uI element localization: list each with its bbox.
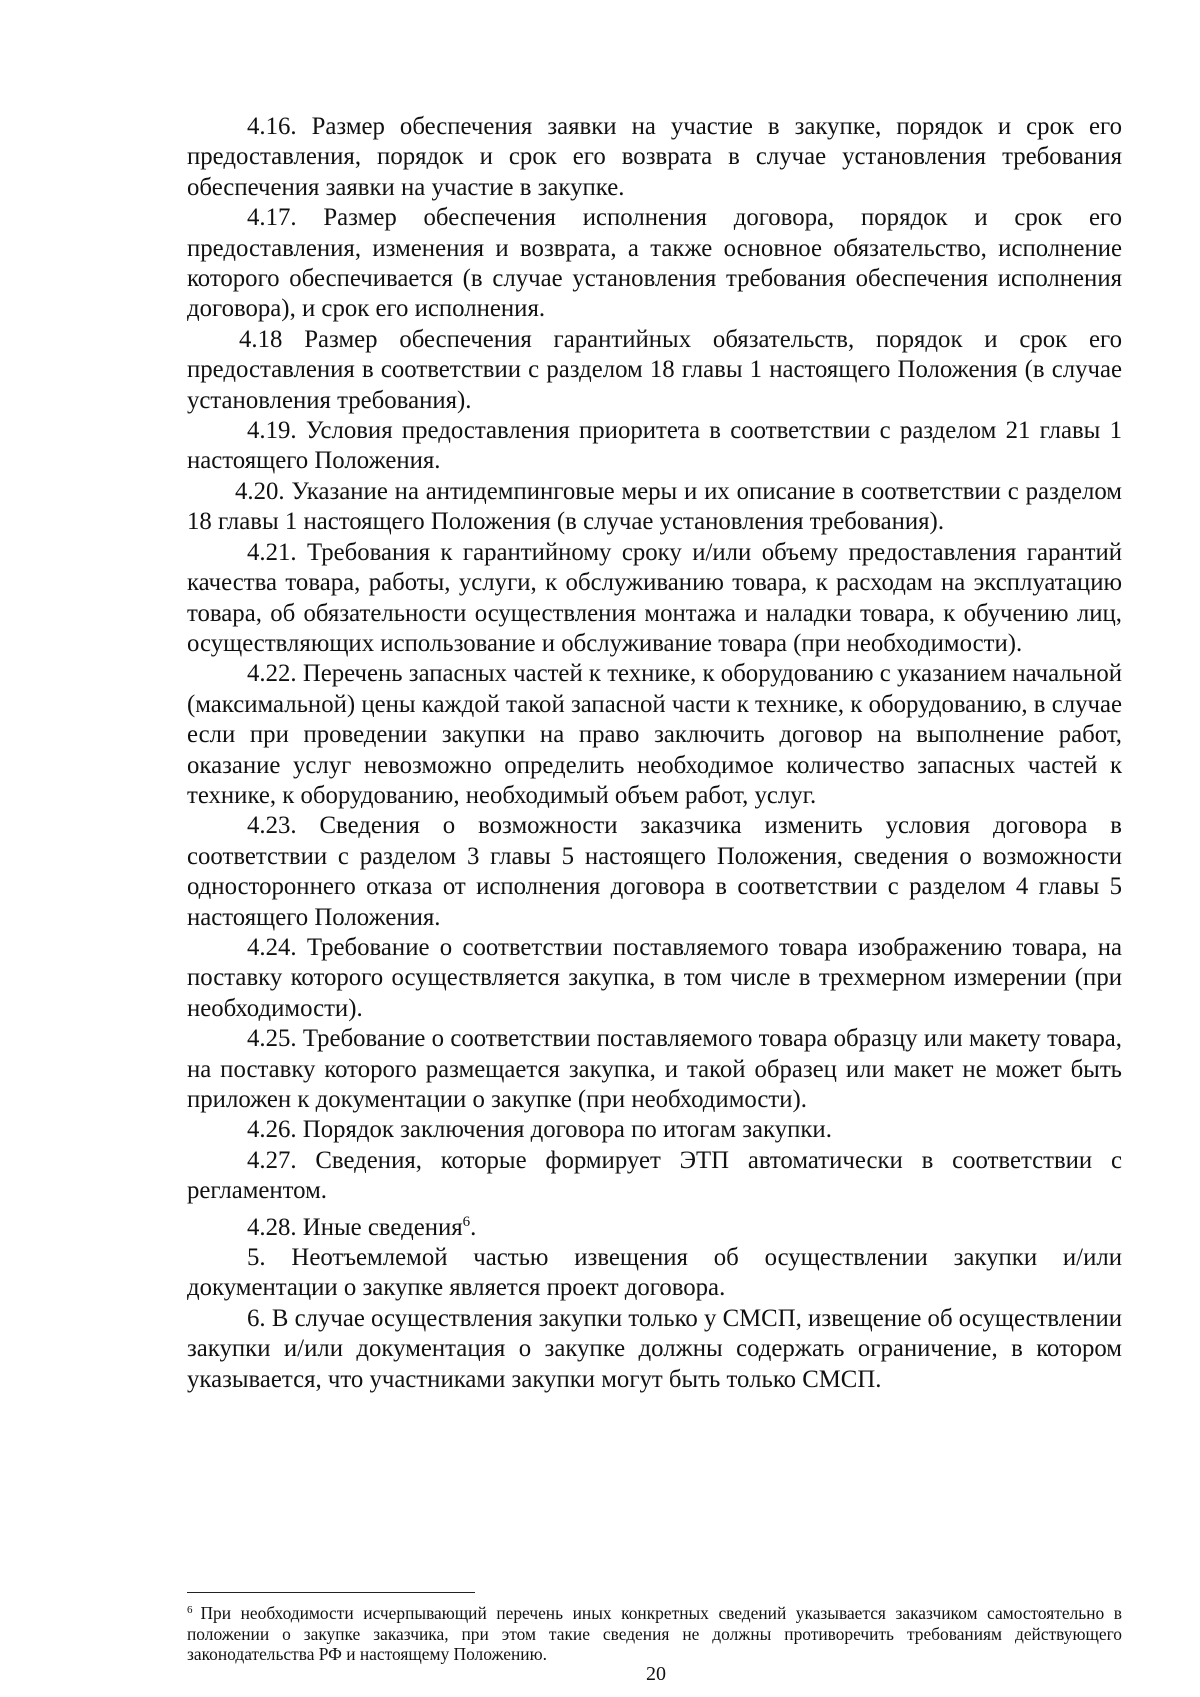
footnote-separator bbox=[187, 1592, 475, 1593]
paragraph-4-24: 4.24. Требование о соответствии поставляемого товара изображению товара, на поставку которого осуществляется закупка, в том числе в трехмерном измерении (при необходимости). bbox=[187, 933, 1122, 1022]
paragraph-4-18: 4.18 Размер обеспечения гарантийных обязательств, порядок и срок его предоставления в соответствии с разделом 18 главы 1 настоящего Положения (в случае установления требования). bbox=[187, 325, 1122, 414]
paragraph-4-20: 4.20. Указание на антидемпинговые меры и их описание в соответствии с разделом 18 главы 1 настоящего Положения (в случае установления требования). bbox=[187, 477, 1122, 536]
page-number: 20 bbox=[646, 1663, 666, 1685]
footnote-marker: 6 bbox=[187, 1604, 193, 1616]
footnote-reference[interactable]: 6 bbox=[462, 1213, 471, 1230]
footnote-text: При необходимости исчерпывающий перечень иных конкретных сведений указывается заказчиком самостоятельно в положении о закупке заказчика, при этом такие сведения не должны противоречить требованиям действующего законодательства РФ и настоящему Положению. bbox=[187, 1603, 1122, 1664]
paragraph-4-27: 4.27. Сведения, которые формирует ЭТП автоматически в соответствии с регламентом. bbox=[187, 1146, 1122, 1205]
paragraph-4-21: 4.21. Требования к гарантийному сроку и/или объему предоставления гарантий качества товара, работы, услуги, к обслуживанию товара, к расходам на эксплуатацию товара, об обязательности осуществления монтажа и наладки товара, к обучению лиц, осуществляющих использование и обслуживание товара (при необходимости). bbox=[187, 538, 1122, 657]
paragraph-4-28 bbox=[187, 1207, 1122, 1243]
footnote bbox=[187, 1600, 1122, 1665]
paragraph-5: 5. Неотъемлемой частью извещения об осуществлении закупки и/или документации о закупке является проект договора. bbox=[187, 1244, 1122, 1302]
paragraph-4-26: 4.26. Порядок заключения договора по итогам закупки. bbox=[247, 1116, 832, 1144]
paragraph-4-28-tail: . bbox=[470, 1213, 477, 1241]
paragraph-4-23: 4.23. Сведения о возможности заказчика изменить условия договора в соответствии с разделом 3 главы 5 настоящего Положения, сведения о возможности одностороннего отказа от исполнения договора в соответствии с разделом 4 главы 5 настоящего Положения. bbox=[187, 812, 1122, 931]
paragraph-4-25: 4.25. Требование о соответствии поставляемого товара образцу или макету товара, на поставку которого размещается закупка, и такой образец или макет не может быть приложен к документации о закупке (при необходимости). bbox=[187, 1025, 1122, 1113]
paragraph-4-19: 4.19. Условия предоставления приоритета в соответствии с разделом 21 главы 1 настоящего Положения. bbox=[187, 417, 1122, 475]
paragraph-6: 6. В случае осуществления закупки только у СМСП, извещение об осуществлении закупки и/или документация о закупке должны содержать ограничение, в котором указывается, что участниками закупки могут быть только СМСП. bbox=[187, 1304, 1122, 1393]
paragraph-4-22: 4.22. Перечень запасных частей к технике, к оборудованию с указанием начальной (максимальной) цены каждой такой запасной части к технике, к оборудованию, в случае если при проведении закупки на право заключить договор на выполнение работ, оказание услуг невозможно определить необходимое количество запасных частей к технике, к оборудованию, необходимый объем работ, услуг. bbox=[187, 660, 1122, 809]
paragraph-4-17: 4.17. Размер обеспечения исполнения договора, порядок и срок его предоставления, изменения и возврата, а также основное обязательство, исполнение которого обеспечивается (в случае установления требования обеспечения исполнения договора), и срок его исполнения. bbox=[187, 204, 1122, 323]
paragraph-4-28-text: 4.28. Иные сведения bbox=[247, 1213, 463, 1241]
document-body bbox=[187, 112, 1122, 1395]
paragraph-4-16: 4.16. Размер обеспечения заявки на участие в закупке, порядок и срок его предоставления, порядок и срок его возврата в случае установления требования обеспечения заявки на участие в закупке. bbox=[187, 113, 1122, 201]
